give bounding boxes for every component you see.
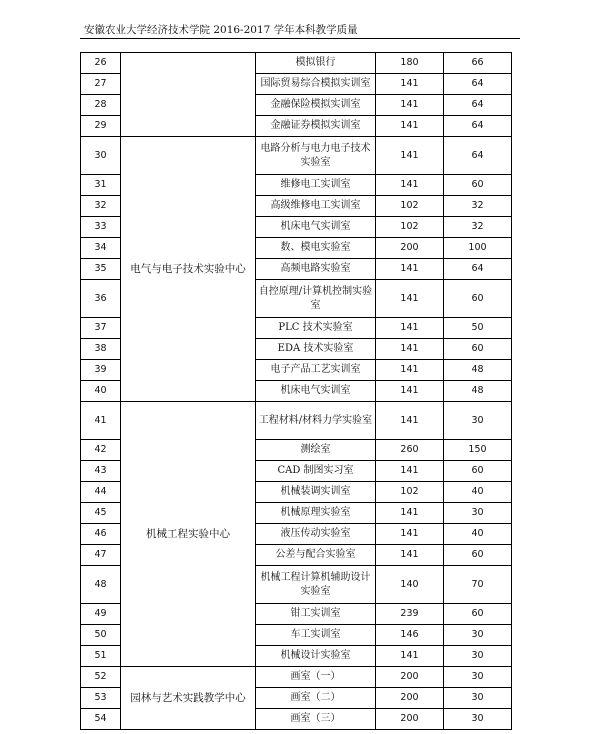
lab-table-body xyxy=(81,53,512,730)
lab-table xyxy=(80,52,512,730)
row-number: 31 xyxy=(81,175,121,196)
room-name: 机床电气实训室 xyxy=(256,217,376,238)
row-number: 51 xyxy=(81,646,121,667)
area-value: 200 xyxy=(376,238,444,259)
row-number: 36 xyxy=(81,280,121,318)
capacity-value: 32 xyxy=(444,217,512,238)
room-name: 钳工实训室 xyxy=(256,604,376,625)
row-number: 48 xyxy=(81,566,121,604)
capacity-value: 70 xyxy=(444,566,512,604)
area-value: 141 xyxy=(376,318,444,339)
row-number: 26 xyxy=(81,53,121,74)
page-header: 安徽农业大学经济技术学院 2016-2017 学年本科教学质量 xyxy=(84,24,358,36)
area-value: 141 xyxy=(376,461,444,482)
room-name: 机械原理实验室 xyxy=(256,503,376,524)
table-row xyxy=(81,53,512,74)
room-name: 液压传动实验室 xyxy=(256,524,376,545)
area-value: 141 xyxy=(376,137,444,175)
row-number: 33 xyxy=(81,217,121,238)
row-number: 47 xyxy=(81,545,121,566)
room-name: 测绘室 xyxy=(256,440,376,461)
area-value: 239 xyxy=(376,604,444,625)
area-value: 141 xyxy=(376,175,444,196)
room-name: 电路分析与电力电子技术实验室 xyxy=(256,137,376,175)
row-number: 50 xyxy=(81,625,121,646)
room-name: 自控原理/计算机控制实验室 xyxy=(256,280,376,318)
center-name: 电气与电子技术实验中心 xyxy=(121,137,256,402)
capacity-value: 60 xyxy=(444,461,512,482)
row-number: 34 xyxy=(81,238,121,259)
area-value: 141 xyxy=(376,360,444,381)
area-value: 141 xyxy=(376,503,444,524)
table-row xyxy=(81,137,512,175)
area-value: 141 xyxy=(376,339,444,360)
room-name: 模拟银行 xyxy=(256,53,376,74)
room-name: EDA 技术实验室 xyxy=(256,339,376,360)
row-number: 38 xyxy=(81,339,121,360)
capacity-value: 60 xyxy=(444,175,512,196)
table-row xyxy=(81,402,512,440)
row-number: 41 xyxy=(81,402,121,440)
room-name: 高级维修电工实训室 xyxy=(256,196,376,217)
area-value: 180 xyxy=(376,53,444,74)
capacity-value: 40 xyxy=(444,482,512,503)
row-number: 42 xyxy=(81,440,121,461)
row-number: 46 xyxy=(81,524,121,545)
area-value: 141 xyxy=(376,95,444,116)
area-value: 146 xyxy=(376,625,444,646)
room-name: 机械工程计算机辅助设计实验室 xyxy=(256,566,376,604)
capacity-value: 60 xyxy=(444,604,512,625)
row-number: 43 xyxy=(81,461,121,482)
row-number: 54 xyxy=(81,709,121,730)
room-name: 工程材料/材料力学实验室 xyxy=(256,402,376,440)
area-value: 141 xyxy=(376,381,444,402)
row-number: 32 xyxy=(81,196,121,217)
capacity-value: 50 xyxy=(444,318,512,339)
row-number: 49 xyxy=(81,604,121,625)
capacity-value: 64 xyxy=(444,74,512,95)
capacity-value: 48 xyxy=(444,360,512,381)
table-row xyxy=(81,667,512,688)
capacity-value: 100 xyxy=(444,238,512,259)
room-name: 画室（二） xyxy=(256,688,376,709)
capacity-value: 30 xyxy=(444,646,512,667)
capacity-value: 64 xyxy=(444,95,512,116)
area-value: 141 xyxy=(376,524,444,545)
room-name: 机床电气实训室 xyxy=(256,381,376,402)
capacity-value: 30 xyxy=(444,402,512,440)
row-number: 30 xyxy=(81,137,121,175)
room-name: 高频电路实验室 xyxy=(256,259,376,280)
room-name: 车工实训室 xyxy=(256,625,376,646)
capacity-value: 30 xyxy=(444,667,512,688)
room-name: 电子产品工艺实训室 xyxy=(256,360,376,381)
area-value: 102 xyxy=(376,196,444,217)
center-name xyxy=(121,53,256,137)
capacity-value: 30 xyxy=(444,709,512,730)
area-value: 200 xyxy=(376,688,444,709)
room-name: 金融证券模拟实训室 xyxy=(256,116,376,137)
capacity-value: 60 xyxy=(444,280,512,318)
area-value: 200 xyxy=(376,667,444,688)
area-value: 140 xyxy=(376,566,444,604)
room-name: 机械装调实训室 xyxy=(256,482,376,503)
capacity-value: 60 xyxy=(444,339,512,360)
capacity-value: 60 xyxy=(444,545,512,566)
area-value: 141 xyxy=(376,280,444,318)
area-value: 141 xyxy=(376,74,444,95)
row-number: 39 xyxy=(81,360,121,381)
room-name: 公差与配合实验室 xyxy=(256,545,376,566)
room-name: PLC 技术实验室 xyxy=(256,318,376,339)
row-number: 52 xyxy=(81,667,121,688)
center-name: 机械工程实验中心 xyxy=(121,402,256,667)
area-value: 102 xyxy=(376,482,444,503)
capacity-value: 150 xyxy=(444,440,512,461)
header-rule xyxy=(80,38,520,39)
center-name: 园林与艺术实践教学中心 xyxy=(121,667,256,730)
capacity-value: 32 xyxy=(444,196,512,217)
room-name: CAD 制图实习室 xyxy=(256,461,376,482)
row-number: 44 xyxy=(81,482,121,503)
area-value: 141 xyxy=(376,646,444,667)
row-number: 37 xyxy=(81,318,121,339)
row-number: 40 xyxy=(81,381,121,402)
capacity-value: 40 xyxy=(444,524,512,545)
row-number: 29 xyxy=(81,116,121,137)
room-name: 国际贸易综合模拟实训室 xyxy=(256,74,376,95)
room-name: 机械设计实验室 xyxy=(256,646,376,667)
capacity-value: 66 xyxy=(444,53,512,74)
capacity-value: 30 xyxy=(444,625,512,646)
area-value: 102 xyxy=(376,217,444,238)
room-name: 画室（三） xyxy=(256,709,376,730)
room-name: 金融保险模拟实训室 xyxy=(256,95,376,116)
area-value: 141 xyxy=(376,545,444,566)
row-number: 28 xyxy=(81,95,121,116)
capacity-value: 30 xyxy=(444,503,512,524)
row-number: 53 xyxy=(81,688,121,709)
capacity-value: 64 xyxy=(444,137,512,175)
capacity-value: 64 xyxy=(444,259,512,280)
room-name: 画室（一） xyxy=(256,667,376,688)
area-value: 141 xyxy=(376,259,444,280)
area-value: 141 xyxy=(376,116,444,137)
row-number: 35 xyxy=(81,259,121,280)
area-value: 260 xyxy=(376,440,444,461)
capacity-value: 64 xyxy=(444,116,512,137)
area-value: 141 xyxy=(376,402,444,440)
row-number: 45 xyxy=(81,503,121,524)
row-number: 27 xyxy=(81,74,121,95)
room-name: 数、模电实验室 xyxy=(256,238,376,259)
capacity-value: 30 xyxy=(444,688,512,709)
area-value: 200 xyxy=(376,709,444,730)
capacity-value: 48 xyxy=(444,381,512,402)
room-name: 维修电工实训室 xyxy=(256,175,376,196)
